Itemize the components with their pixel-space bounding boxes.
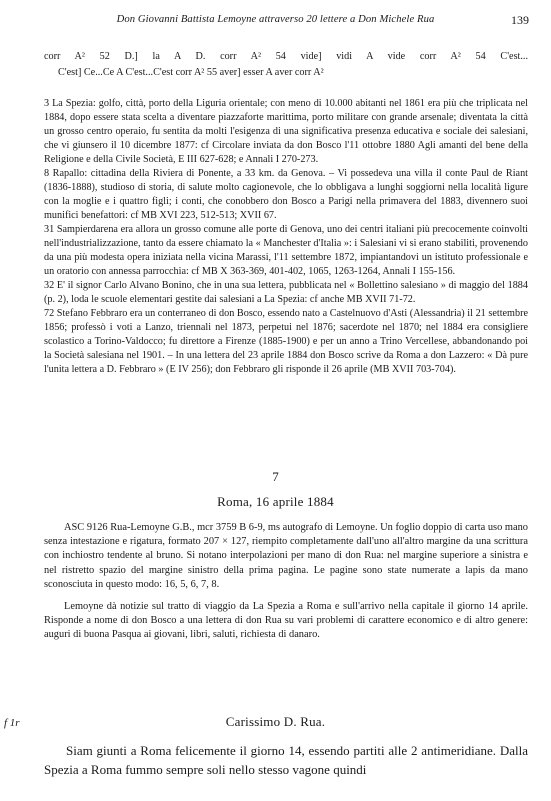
source-description: ASC 9126 Rua-Lemoyne G.B., mcr 3759 B 6-9, ms autografo di Lemoyne. Un foglio doppio di carta uso mano senza intestazione e rigatura, formato 207 × 127, riempito completamente dall'uno all'altro margine da una scrittura con inchiostro tendente al bruno. Si notano interpolazioni per mano di don Rua: nel margine superiore a sinistra e nel ristretto spazio del margine sinistro della prima pagina. Le pagine sono state numerate a lapis da mano sconosciuta in questo modo: 16, 5, 6, 7, 8.	[44, 522, 528, 590]
content-summary: Lemoyne dà notizie sul tratto di viaggio da La Spezia a Roma e sull'arrivo nella capitale il giorno 14 aprile. Risponde a nome di don Bosco a una lettera di don Rua su vari problemi di carattere economico e di altro genere: auguri di buona Pasqua ai giovani, libri, saluti, richiesta di danaro.	[44, 601, 528, 641]
letter-opening: Siam giunti a Roma felicemente il giorno 14, essendo partiti alle 2 antimeridiane. Dalla Spezia a Roma fummo sempre soli nello stesso vagone quindi	[44, 743, 528, 777]
note-paragraph: 72 Stefano Febbraro era un conterraneo di don Bosco, essendo nato a Castelnuovo d'Asti (Alessandria) il 21 settembre 1856; professò i voti a Lanzo, triennali nel 1873, perpetui nel 1876; sacerdote nel 1870; nel 1884 era consigliere scolastico a Torino-Valdocco; fu direttore a Firenze (1885-1900) e per un anno a Trino Vercellese, abbandonando poi la Società salesiana nel 1901. – In una lettera del 23 aprile 1884 don Bosco scrive da Roma a don Lazzero: « Dà pure l'unita lettera a D. Febbraro » (E IV 256); don Febbraro gli risponde il 26 aprile (MB XVII 703-704).	[44, 308, 528, 375]
note-paragraph: 3 La Spezia: golfo, città, porto della Liguria orientale; con meno di 10.000 abitanti nel 1861 era più che triplicata nel 1884, dopo essere stata scelta a diventare piazzaforte marittima, porto militare con grande arsenale; diventata la città un grosso centro operaio, fu sentita da molti l'esigenza di una significativa presenza educativa e sociale dei salesiani, che vi giunsero il 10 dicembre 1877: cf Circolare inviata da don Bosco l'11 ottobre 1880 Agli amanti del bene della Religione e della Civile Società, E III 627-628; e Annali I 270-273.	[44, 98, 528, 165]
folio-marker: f 1r	[4, 717, 20, 729]
running-header	[0, 14, 551, 32]
running-title: Don Giovanni Battista Lemoyne attraverso 20 lettere a Don Michele Rua	[116, 14, 435, 25]
document-description	[44, 521, 528, 643]
apparatus-line: C'est] Ce...Ce A C'est...C'est corr A² 55 aver] esser A aver corr A²	[58, 67, 324, 78]
page-number: 139	[511, 13, 529, 27]
apparatus-line: corr A² 52 D.] la A D. corr A² 54 vide] vidi A vide corr A² 54 C'est...	[44, 51, 528, 62]
note-paragraph: 8 Rapallo: cittadina della Riviera di Ponente, a 33 km. da Genova. – Vi possedeva una villa il conte Paul de Riant (1836-1888), studioso di storia, di salute molto cagionevole, che lo obbligava a lunghi soggiorni nella località ligure con la moglie e i quattro figli; i conti, che conobbero don Bosco a Parigi nella primavera del 1883, divennero suoi munifici benefattori: cf MB XVI 223, 512-513; XVII 67.	[44, 168, 528, 221]
note-paragraph: 31 Sampierdarena era allora un grosso comune alle porte di Genova, uno dei centri italiani più precocemente coinvolti nell'industrializzazione, tanto da essere chiamato la « Manchester d'Italia »: i Salesiani vi si erano stabiliti, provenendo da una più modesta opera iniziata nella vicina Marassi, l'11 settembre 1872, impiantandovi un istituto professionale e un oratorio con annessa parrocchia: cf MB X 363-369, 401-402, 1065, 1263-1264, Annali I 155-156.	[44, 224, 528, 277]
letter-salutation: Carissimo D. Rua.	[225, 714, 326, 729]
document-number: 7	[272, 469, 279, 484]
note-paragraph: 32 E' il signor Carlo Alvano Bonino, che in una sua lettera, pubblicata nel « Bollettino salesiano » di maggio del 1884 (p. 2), loda le scuole elementari gestite dai salesiani a La Spezia: cf anche MB XVII 71-72.	[44, 280, 528, 305]
letter-body	[44, 741, 528, 779]
document-place-date: Roma, 16 aprile 1884	[217, 494, 334, 509]
historical-notes	[44, 97, 528, 377]
critical-apparatus	[44, 49, 528, 81]
